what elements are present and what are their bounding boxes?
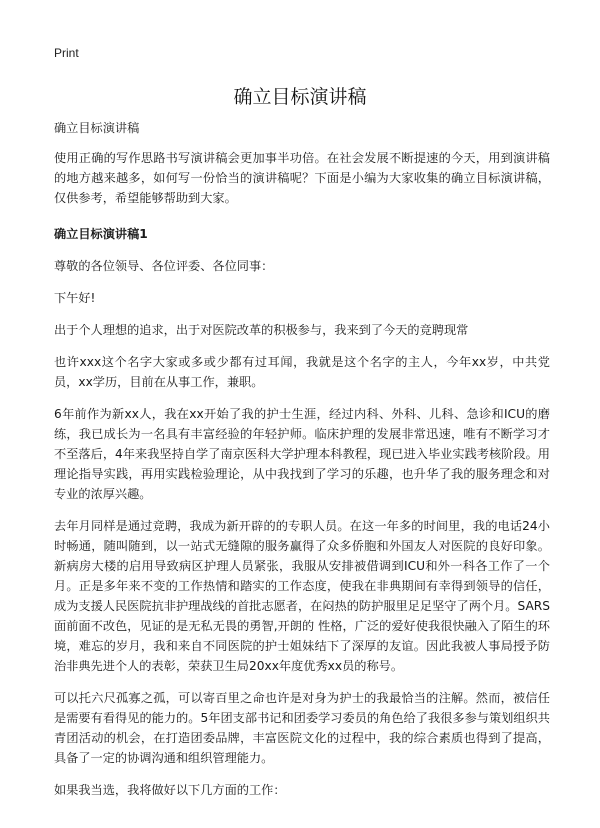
body-paragraph-5: 可以托六尺孤寡之孤，可以寄百里之命也许是对身为护士的我最恰当的注解。然而，被信任是需要有看得见的能力的。5年团支部书记和团委学习委员的角色给了我很多参与策划组织共青团活动的机会，在打造团委品牌，丰富医院文化的过程中，我的综合素质也得到了提高，具备了一定的协调沟通和组织管理能力。 [54,691,550,765]
good-afternoon-paragraph: 下午好! [54,291,96,305]
document-body [54,118,550,800]
body-paragraph-4: 去年月同样是通过竞聘，我成为新开辟的的专职人员。在这一年多的时间里，我的电话24小时畅通，随叫随到，以一站式无缝隙的服务赢得了众多侨胞和外国友人对医院的良好印象。新病房大楼的启用导致病区护理人员紧张，我服从安排被借调到ICU和外一科各工作了一个月。正是多年来不变的工作热情和踏实的工作态度，使我在非典期间有幸得到领导的信任，成为支援人民医院抗非护理战线的首批志愿者，在闷热的防护服里足足坚守了两个月。SARS面前面不改色，见证的是无私无畏的勇智,开朗的 性格，广泛的爱好使我很快融入了陌生的环境，难忘的岁月，我和来自不同医院的护士姐妹结下了深厚的友谊。因此我被人事局授予防治非典先进个人的表彰，荣获卫生局20xx年度优秀xx员的称号。 [54,519,550,673]
body-paragraph-3: 6年前作为新xx人，我在xx开始了我的护士生涯，经过内科、外科、儿科、急诊和ICU的磨练，我已成长为一名具有丰富经验的年轻护师。临床护理的发展非常迅速，唯有不断学习才不至落后，4年来我坚持自学了南京医科大学护理本科教程，现已进入毕业实践考核阶段。用理论指导实践，再用实践检验理论，从中我找到了学习的乐趣，也升华了我的服务理念和对专业的浓厚兴趣。 [54,407,550,501]
intro-paragraph: 使用正确的写作思路书写演讲稿会更加事半功倍。在社会发展不断提速的今天，用到演讲稿的地方越来越多，如何写一份恰当的演讲稿呢？下面是小编为大家收集的确立目标演讲稿，仅供参考，希望能够帮助到大家。 [54,151,550,205]
document-title: 确立目标演讲稿 [233,86,367,108]
section-heading: 确立目标演讲稿1 [54,227,148,241]
greeting-paragraph: 尊敬的各位领导、各位评委、各位同事： [54,259,274,273]
body-paragraph-2: 也许xxx这个名字大家或多或少都有过耳闻，我就是这个名字的主人，今年xx岁，中共党员，xx学历，目前在从事工作，兼职。 [54,355,550,389]
body-paragraph-6: 如果我当选，我将做好以下几方面的工作： [54,783,286,797]
print-link[interactable]: Print [54,46,79,60]
body-paragraph-1: 出于个人理想的追求，出于对医院改革的积极参与，我来到了今天的竞聘现常 [54,323,469,337]
document-subtitle: 确立目标演讲稿 [54,121,140,135]
